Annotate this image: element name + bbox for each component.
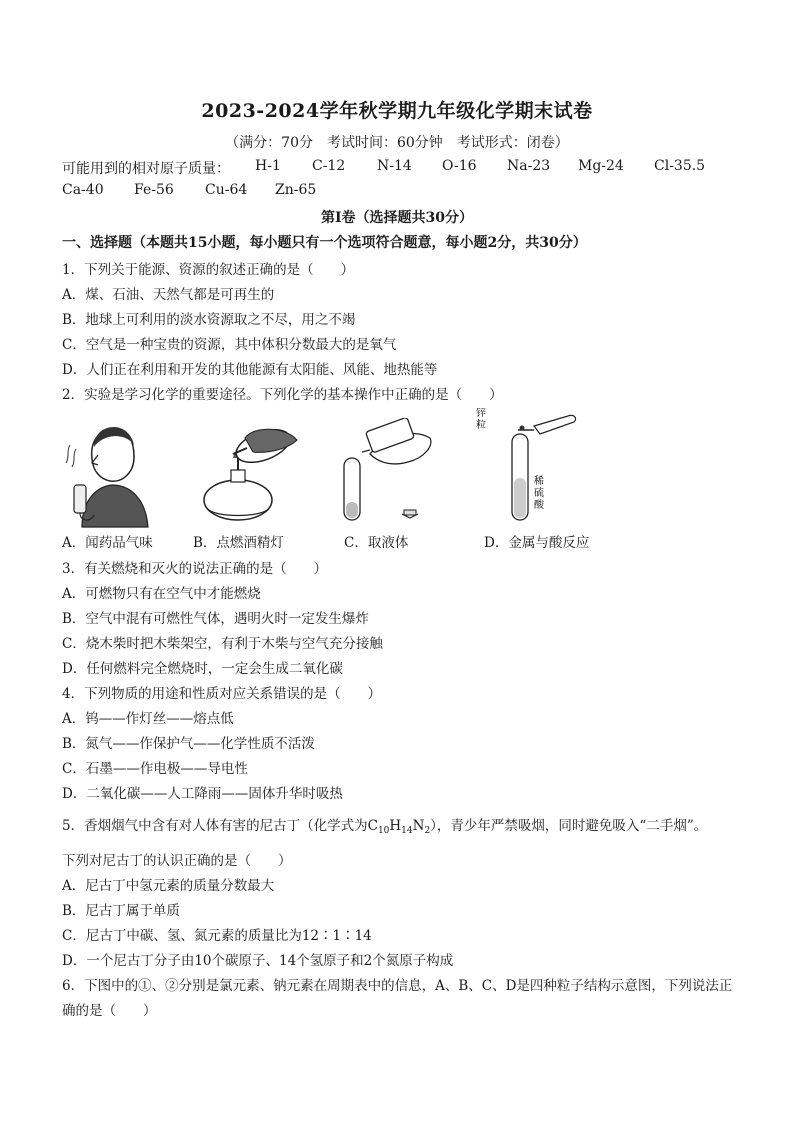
exam-subtitle: （满分：70分 考试时间：60分钟 考试形式：闭卷） — [225, 135, 569, 151]
q5-option-a: A．尼古丁中氢元素的质量分数最大 — [62, 878, 275, 894]
q5-option-c: C．尼古丁中碳、氢、氮元素的质量比为12∶1∶14 — [62, 928, 372, 944]
nicotine-formula: $C_{10}H_{14}N_2$ — [367, 818, 431, 836]
q2-option-d: D．金属与酸反应 — [484, 535, 590, 551]
q5-option-d: D．一个尼古丁分子由10个碳原子、14个氢原子和2个氮原子构成 — [62, 953, 454, 969]
q5-stem — [62, 814, 707, 834]
atomic-mass: Na-23 — [507, 158, 551, 174]
q4-stem: 4．下列物质的用途和性质对应关系错误的是（ ） — [62, 686, 382, 702]
q4-option-c: C．石墨——作电极——导电性 — [62, 761, 248, 777]
q1-option-c: C．空气是一种宝贵的资源，其中体积分数最大的是氧气 — [62, 337, 397, 353]
q1-option-a: A．煤、石油、天然气都是可再生的 — [62, 287, 275, 303]
section-heading: 第Ⅰ卷（选择题共30分） — [320, 210, 474, 226]
atomic-mass: H-1 — [255, 158, 281, 174]
q5-option-b: B．尼古丁属于单质 — [62, 903, 180, 919]
q3-option-b: B．空气中混有可燃性气体，遇明火时一定发生爆炸 — [62, 611, 369, 627]
q1-option-d: D．人们正在利用和开发的其他能源有太阳能、风能、地热能等 — [62, 362, 438, 378]
q2-stem: 2．实验是学习化学的重要途径。下列化学的基本操作中正确的是（ ） — [62, 387, 503, 403]
q2-option-b: B．点燃酒精灯 — [193, 535, 284, 551]
q5-stem-2: 下列对尼古丁的认识正确的是（ ） — [62, 853, 292, 869]
q6-stem: 6．下图中的①、②分别是氯元素、钠元素在周期表中的信息，A、B、C、D是四种粒子结构示意图，下列说法正确的是（ ） — [62, 978, 733, 1019]
q4-option-b: B．氮气——作保护气——化学性质不活泼 — [62, 736, 315, 752]
zinc-granule-label-2: 粒 — [476, 420, 486, 431]
q3-option-d: D．任何燃料完全燃烧时，一定会生成二氧化碳 — [62, 661, 343, 677]
atomic-mass: Zn-65 — [275, 182, 317, 198]
atomic-mass: C-12 — [312, 158, 346, 174]
acid-label-2: 硫 — [534, 488, 544, 499]
acid-label-1: 稀 — [534, 476, 544, 487]
atomic-mass: Cl-35.5 — [654, 158, 706, 174]
q4-option-d: D．二氧化碳——人工降雨——固体升华时吸热 — [62, 786, 343, 802]
atomic-mass: N-14 — [377, 158, 412, 174]
q3-option-c: C．烧木柴时把木柴架空，有利于木柴与空气充分接触 — [62, 636, 383, 652]
metal-acid-illustration — [470, 408, 580, 526]
alcohol-lamp-illustration — [193, 418, 303, 526]
part-heading: 一、选择题（本题共15小题，每小题只有一个选项符合题意，每小题2分，共30分） — [62, 235, 587, 251]
q1-option-b: B．地球上可利用的淡水资源取之不尽，用之不竭 — [62, 312, 356, 328]
q2-option-c: C．取液体 — [344, 535, 409, 551]
atomic-mass: Fe-56 — [134, 182, 174, 198]
acid-label-3: 酸 — [534, 500, 544, 511]
q3-option-a: A．可燃物只有在空气中才能燃烧 — [62, 586, 261, 602]
q5-stem-before: 5．香烟烟气中含有对人体有害的尼古丁（化学式为 — [62, 818, 368, 834]
q1-stem: 1．下列关于能源、资源的叙述正确的是（ ） — [62, 262, 355, 278]
smell-chemical-illustration — [62, 423, 162, 528]
zinc-granule-label-1: 锌 — [476, 408, 486, 419]
atomic-mass: Cu-64 — [205, 182, 248, 198]
q2-option-a: A．闻药品气味 — [62, 535, 153, 551]
atomic-mass: O-16 — [442, 158, 477, 174]
q4-option-a: A．钨——作灯丝——熔点低 — [62, 711, 234, 727]
exam-title: 2023-2024学年秋学期九年级化学期末试卷 — [201, 100, 593, 122]
atomic-mass: Mg-24 — [578, 158, 624, 174]
pour-liquid-illustration — [330, 418, 440, 526]
atomic-mass: Ca-40 — [62, 182, 104, 198]
q5-stem-after: ），青少年严禁吸烟，同时避免吸入“二手烟”。 — [430, 818, 708, 834]
atomic-mass-label: 可能用到的相对原子质量： — [62, 161, 230, 177]
q3-stem: 3．有关燃烧和灭火的说法正确的是（ ） — [62, 561, 328, 577]
